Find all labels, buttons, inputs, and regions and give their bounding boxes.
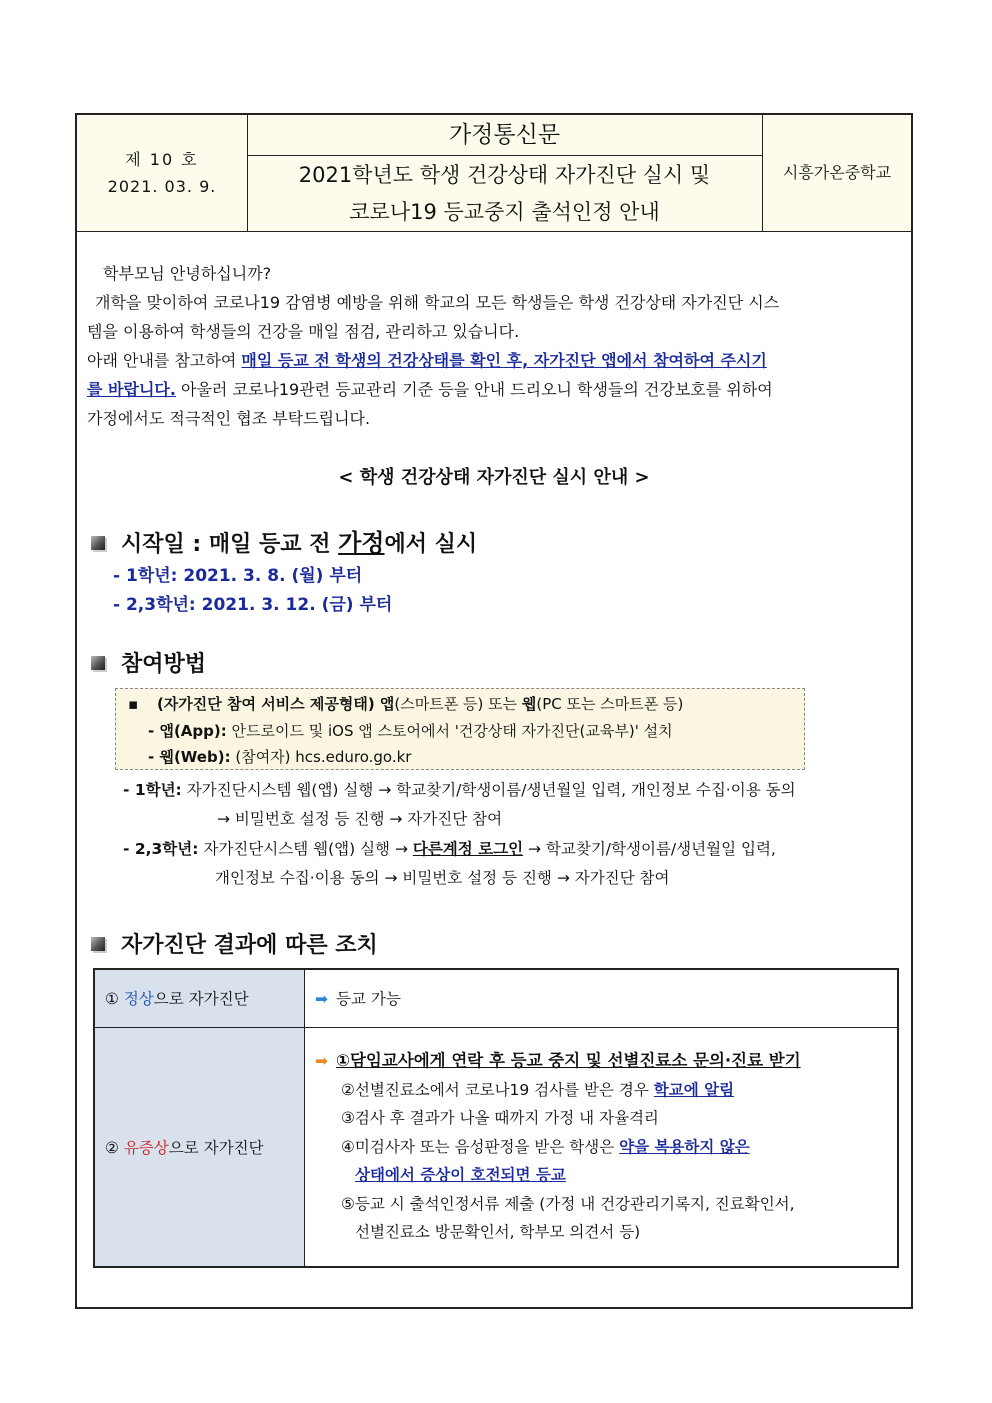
- row2-action-2: [315, 1076, 896, 1105]
- box-line1-mid: (스마트폰 등) 또는: [394, 695, 522, 713]
- row1-word: 정상: [123, 990, 154, 1009]
- start-date-grade23: - 2,3학년: 2021. 3. 12. (금) 부터: [113, 595, 393, 615]
- row1-num: ①: [105, 990, 124, 1009]
- row1-suffix: 으로 자가진단: [153, 990, 249, 1009]
- page-subtitle: [247, 157, 762, 231]
- row2-word: 유증상: [123, 1138, 169, 1157]
- square-bullet-icon: [91, 937, 105, 951]
- row2-action-5b: 선별진료소 방문확인서, 학부모 의견서 등): [355, 1223, 641, 1241]
- page-title: 가정통신문: [247, 115, 762, 156]
- row2-action-4-prefix: ④미검사자 또는 음성판정을 받은 학생은: [341, 1137, 620, 1156]
- grade1-steps-2: → 비밀번호 설정 등 진행 → 자가진단 참여: [217, 810, 503, 828]
- method-info-box: [115, 688, 805, 770]
- grade23-text-b: → 학교찾기/학생이름/생년월일 입력,: [523, 840, 776, 858]
- row1-action: 등교 가능: [336, 990, 401, 1009]
- grade23-text-a: 자가진단시스템 웹(앱) 실행 →: [198, 840, 413, 858]
- intro-p2-line3: 가정에서도 적극적인 협조 부탁드립니다.: [87, 409, 371, 428]
- square-bullet-icon: [91, 656, 105, 670]
- start-heading-suffix: 에서 실시: [384, 532, 478, 557]
- box-bullet-icon: ▪: [128, 695, 139, 713]
- row1-action-cell: [305, 969, 899, 1027]
- method-heading: [91, 647, 206, 678]
- intro-highlight-2: 를 바랍니다.: [87, 380, 176, 399]
- greeting: 학부모님 안녕하십니까?: [103, 264, 272, 283]
- grade23-steps: [123, 835, 776, 864]
- result-row-symptom: [94, 1027, 898, 1267]
- subtitle-line1: 2021학년도 학생 건강상태 자가진단 실시 및: [298, 163, 711, 187]
- row2-action-4b: [315, 1161, 896, 1190]
- box-app-label: - 앱(App):: [148, 722, 227, 740]
- subtitle-line2: 코로나19 등교중지 출석인정 안내: [349, 200, 660, 224]
- row2-action-5: ⑤등교 시 출석인정서류 제출 (가정 내 건강관리기록지, 진료확인서,: [341, 1194, 795, 1213]
- title-cell: [247, 115, 763, 231]
- start-date-grade1: - 1학년: 2021. 3. 8. (월) 부터: [113, 566, 363, 586]
- box-line1-bold2: 웹: [521, 695, 537, 713]
- row2-action-1: [315, 1047, 896, 1076]
- start-heading: [91, 523, 477, 558]
- intro-p2-prefix: 아래 안내를 참고하여: [87, 351, 242, 370]
- row2-action-3: ③검사 후 결과가 나올 때까지 가정 내 자율격리: [341, 1109, 659, 1127]
- box-app-text: 안드로이드 및 iOS 앱 스토어에서 '건강상태 자가진단(교육부)' 설치: [226, 722, 673, 740]
- box-web-text: (참여자) hcs.eduro.go.kr: [230, 748, 412, 766]
- right-arrow-icon: ➡: [315, 1052, 328, 1070]
- box-line1: [128, 693, 683, 714]
- row2-suffix: 으로 자가진단: [168, 1138, 264, 1157]
- row2-action-4: [315, 1133, 896, 1162]
- intro-highlight-1: 매일 등교 전 학생의 건강상태를 확인 후, 자가진단 앱에서 참여하여 주시기: [241, 351, 767, 370]
- row2-action-2-ul: 학교에 알림: [653, 1080, 735, 1099]
- intro-p1-line2: 템을 이용하여 학생들의 건강을 매일 점검, 관리하고 있습니다.: [87, 322, 520, 341]
- result-heading: [91, 928, 378, 959]
- right-arrow-icon: ➡: [315, 990, 328, 1009]
- method-heading-text: 참여방법: [121, 652, 207, 677]
- grade1-label: - 1학년:: [123, 781, 182, 799]
- box-web-line: [148, 746, 411, 767]
- intro-p2-line1: [87, 346, 767, 375]
- result-row-normal: [94, 969, 898, 1027]
- result-table: [93, 968, 899, 1268]
- document-frame: [75, 113, 913, 1309]
- school-name: 시흥가온중학교: [782, 163, 892, 182]
- intro-p2-suffix: 아울러 코로나19관련 등교관리 기준 등을 안내 드리오니 학생들의 건강보호를 위하여: [175, 380, 773, 399]
- intro-p1-line1: 개학을 맞이하여 코로나19 감염병 예방을 위해 학교의 모든 학생들은 학생 건강상태 자가진단 시스: [95, 293, 780, 312]
- grade23-underline: 다른계정 로그인: [412, 840, 524, 858]
- row2-action-cell: [305, 1027, 899, 1267]
- grade23-steps-2: 개인정보 수집·이용 동의 → 비밀번호 설정 등 진행 → 자가진단 참여: [215, 869, 670, 887]
- row2-action-1-text: ①담임교사에게 연락 후 등교 중지 및 선별진료소 문의·진료 받기: [336, 1051, 801, 1070]
- issue-number: 제 10 호: [125, 150, 199, 169]
- box-app-line: [148, 720, 673, 741]
- row2-num: ②: [105, 1138, 124, 1157]
- box-web-label: - 웹(Web):: [148, 748, 231, 766]
- intro-p2-line2: [87, 375, 773, 404]
- start-heading-prefix: 시작일 : 매일 등교 전: [121, 532, 339, 557]
- grade23-label: - 2,3학년:: [123, 840, 199, 858]
- issue-date: 2021. 03. 9.: [107, 177, 217, 196]
- row1-label: [94, 969, 305, 1027]
- grade1-text: 자가진단시스템 웹(앱) 실행 → 학교찾기/학생이름/생년월일 입력, 개인정보 수집·이용 동의: [181, 781, 796, 799]
- row2-label: [94, 1027, 305, 1267]
- box-line1-end: (PC 또는 스마트폰 등): [536, 695, 684, 713]
- result-heading-text: 자가진단 결과에 따른 조치: [121, 933, 378, 958]
- box-line1-bold: (자가진단 참여 서비스 제공형태) 앱: [156, 695, 395, 713]
- notice-title: < 학생 건강상태 자가진단 실시 안내 >: [338, 467, 650, 488]
- issue-cell: [77, 115, 248, 231]
- grade1-steps: [123, 776, 796, 805]
- row2-action-4-ul: 약을 복용하지 않은: [619, 1137, 750, 1156]
- start-heading-highlight: 가정: [338, 529, 385, 557]
- row2-action-2-prefix: ②선별진료소에서 코로나19 검사를 받은 경우: [341, 1080, 654, 1099]
- square-bullet-icon: [91, 536, 105, 550]
- header: [77, 115, 911, 232]
- row2-action-4-ul2: 상태에서 증상이 호전되면 등교: [355, 1166, 566, 1184]
